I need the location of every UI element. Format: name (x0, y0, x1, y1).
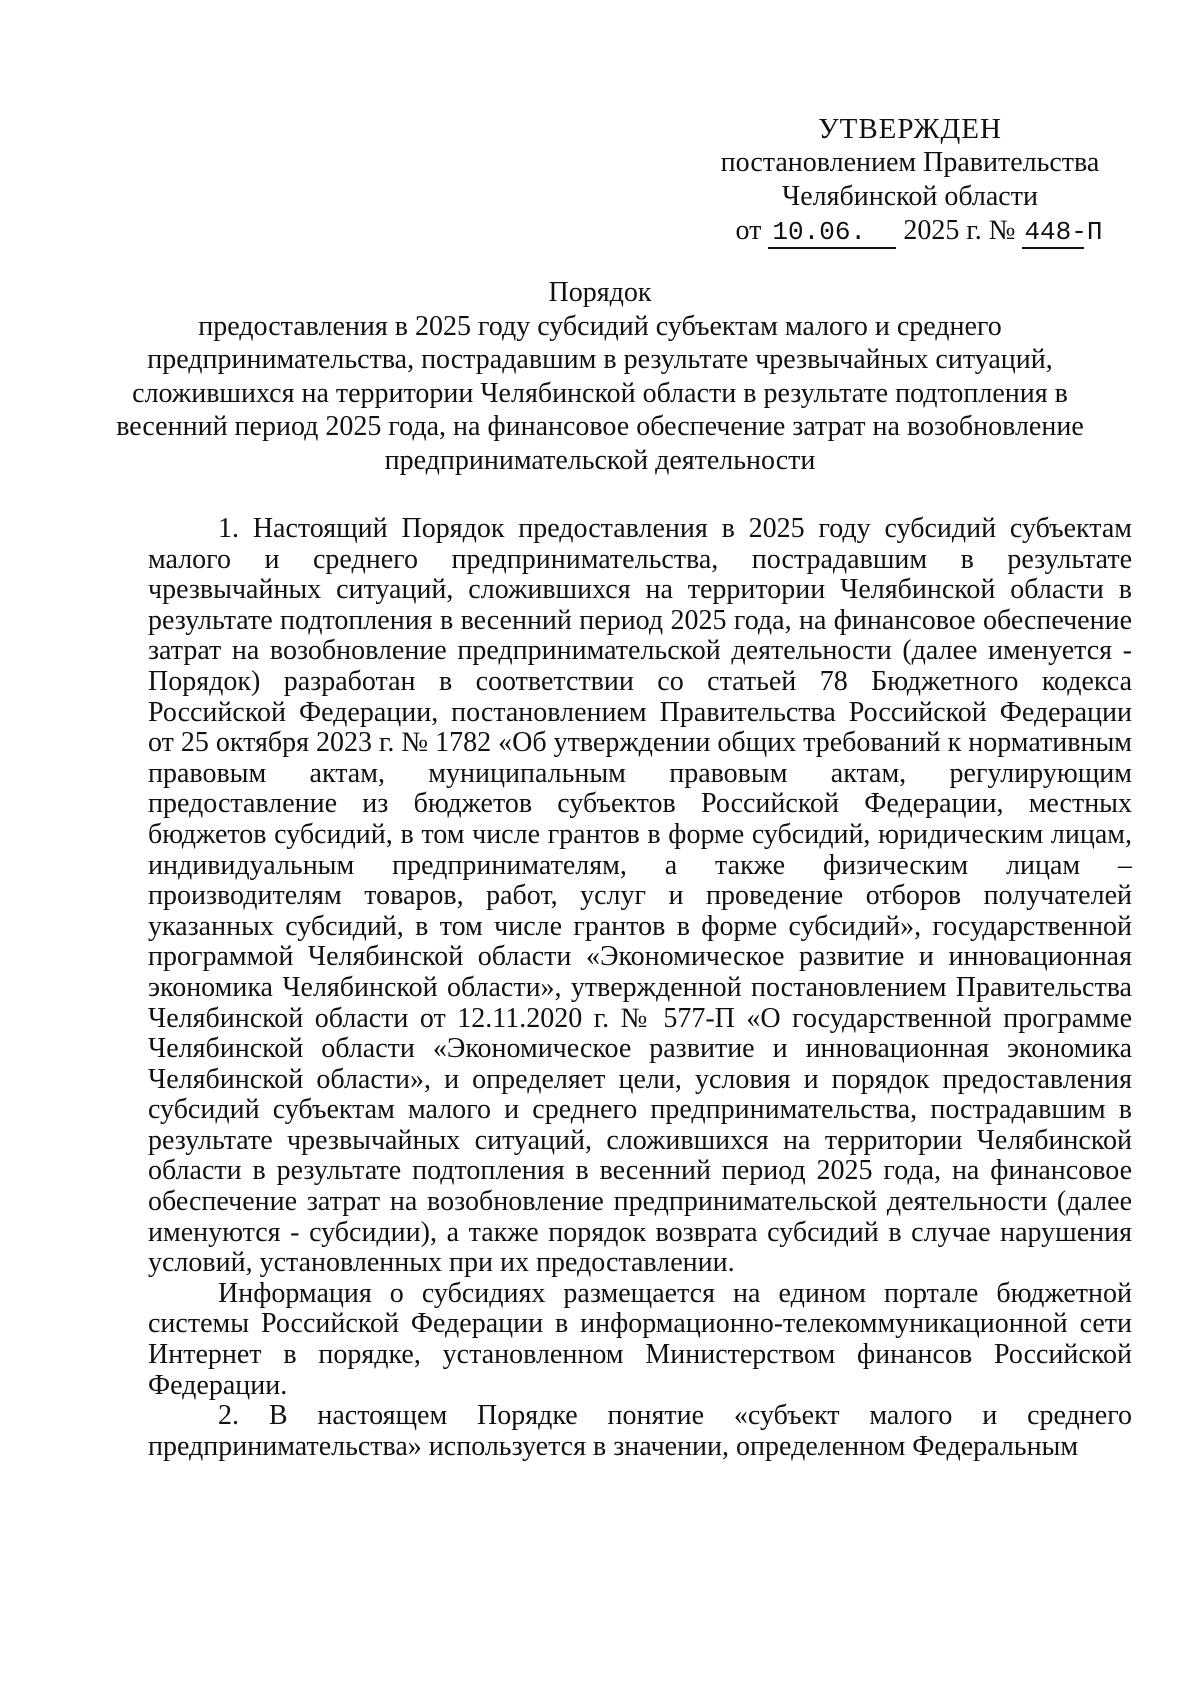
approval-year: 2025 г. № (903, 215, 1016, 246)
approval-date: 10.06. (768, 217, 896, 249)
approval-number: 448-П (1024, 217, 1103, 247)
paragraph-1: 1. Настоящий Порядок предоставления в 2025 году субсидий субъектам малого и среднего предпринимательства, пострадавшим в результате чрезвычайных ситуаций, сложившихся на территории Челябинской области в результате подтопления в весенний период 2025 года, на финансовое обеспечение затрат на возобновление предпринимательской деятельности (далее именуется - Порядок) разработан в соответствии со статьей 78 Бюджетного кодекса Российской Федерации, постановлением Правительства Российской Федерации от 25 октября 2023 г. № 1782 «Об утверждении общих требований к нормативным правовым актам, муниципальным правовым актам, регулирующим предоставление из бюджетов субъектов Российской Федерации, местных бюджетов субсидий, в том числе грантов в форме субсидий, юридическим лицам, индивидуальным предпринимателям, а также физическим лицам – производителям товаров, работ, услуг и проведение отборов получателей указанных субсидий, в том числе грантов в форме субсидий», государственной программой Челябинской области «Экономическое развитие и инновационная экономика Челябинской области», утвержденной постановлением Правительства Челябинской области от 12.11.2020 г. № 577-П «О государственной программе Челябинской области «Экономическое развитие и инновационная экономика Челябинской области», и определяет цели, условия и порядок предоставления субсидий субъектам малого и среднего предпринимательства, пострадавшим в результате чрезвычайных ситуаций, сложившихся на территории Челябинской области в результате подтопления в весенний период 2025 года, на финансовое обеспечение затрат на возобновление предпринимательской деятельности (далее именуются - субсидии), а также порядок возврата субсидий в случае нарушения условий, установленных при их предоставлении. (148, 513, 1132, 1279)
approval-line-1: постановлением Правительства (720, 147, 1100, 178)
approval-block (700, 112, 1120, 249)
approval-from: от (735, 215, 762, 246)
approval-line-2: Челябинской области (782, 181, 1038, 212)
title-subtitle: предоставления в 2025 году субсидий субъектам малого и среднего предпринимательства, пострадавшим в результате чрезвычайных ситуаций, сложившихся на территории Челябинской области в результате подтопления в весенний период 2025 года, на финансовое обеспечение затрат на возобновление предпринимательской деятельности (116, 310, 1084, 476)
paragraph-2: Информация о субсидиях размещается на едином портале бюджетной системы Российской Федерации в информационно-телекоммуникационной сети Интернет в порядке, установленном Министерством финансов Российской Федерации. (148, 1277, 1132, 1401)
approval-date-line (700, 214, 1120, 249)
approval-heading: УТВЕРЖДЕН (818, 113, 1002, 145)
title-heading: Порядок (548, 277, 652, 308)
document-title (100, 276, 1100, 477)
document-body (148, 514, 1132, 1462)
paragraph-3: 2. В настоящем Порядке понятие «субъект малого и среднего предпринимательства» используется в значении, определенном Федеральным (148, 1400, 1132, 1462)
